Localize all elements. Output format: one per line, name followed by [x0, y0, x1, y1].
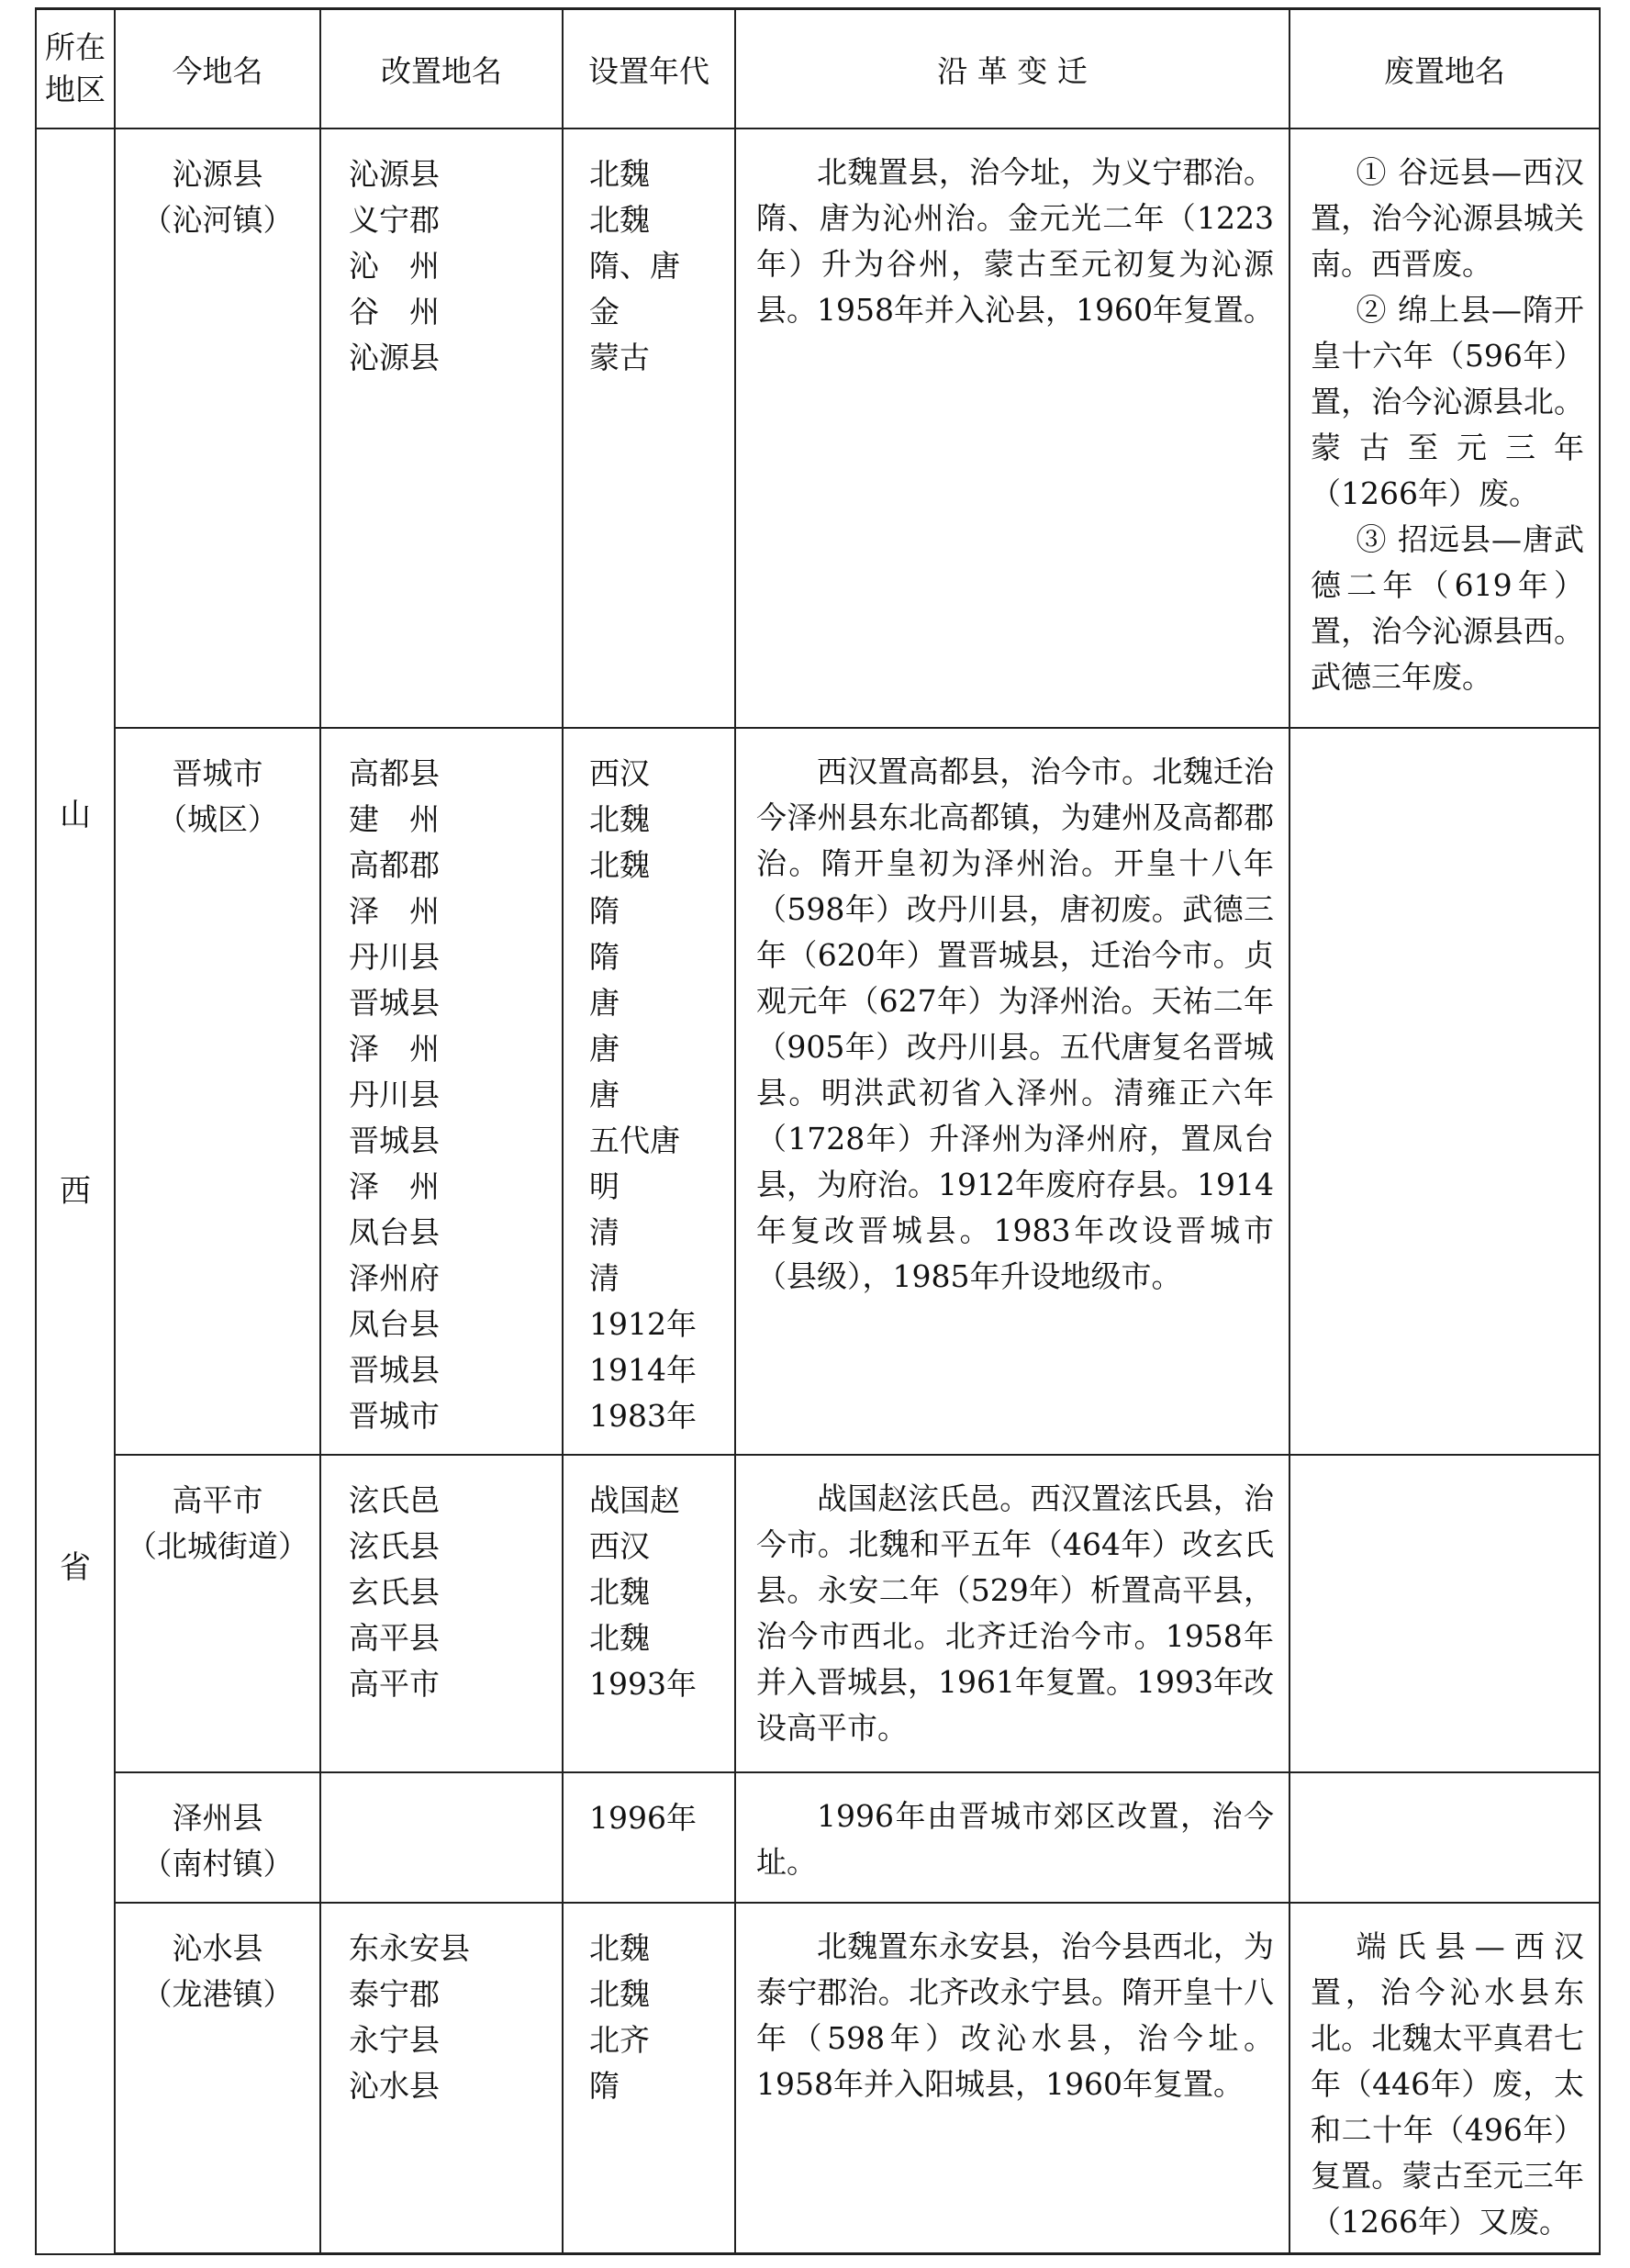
- era-item: 北魏: [589, 202, 650, 238]
- era-item: 西汉: [589, 1528, 650, 1564]
- place-name-table: [35, 7, 1601, 2255]
- renamed-item: 高都郡: [349, 847, 440, 883]
- modern-name: 晋城市: [172, 755, 263, 791]
- renamed-item: 晋城县: [349, 985, 440, 1021]
- header-region-line1: 所在: [45, 29, 106, 65]
- era-item: 北齐: [589, 2022, 650, 2058]
- abolished-cell: [1289, 128, 1600, 728]
- renamed-item: 沁源县: [349, 340, 440, 375]
- header-renamed: 改置地名: [320, 9, 563, 129]
- era-item: 北魏: [589, 801, 650, 837]
- renamed-item: 晋城县: [349, 1352, 440, 1388]
- era-item: 明: [589, 1168, 620, 1204]
- renamed-item: 泫氏县: [349, 1528, 440, 1564]
- modern-name: 高平市: [172, 1482, 263, 1518]
- renamed-item: 沁 州: [349, 248, 440, 284]
- renamed-cell: [320, 128, 563, 728]
- renamed-item: 泫氏邑: [349, 1482, 440, 1518]
- modern-seat: （北城街道）: [127, 1528, 308, 1564]
- era-cell: [563, 128, 735, 728]
- renamed-item: 泰宁郡: [349, 1976, 440, 2012]
- abolished-entry: ① 谷远县—西汉置，治今沁源县城关南。西晋废。: [1311, 154, 1584, 282]
- modern-seat: （龙港镇）: [141, 1976, 294, 2012]
- history-cell: 北魏置东永安县，治今县西北，为泰宁郡治。北齐改永宁县。隋开皇十八年（598年）改沁水县，治今址。1958年并入阳城县，1960年复置。: [735, 1903, 1289, 2254]
- renamed-item: 泽 州: [349, 1031, 440, 1067]
- region-char: 省: [60, 1548, 91, 1586]
- renamed-item: 泽州府: [349, 1260, 440, 1296]
- era-cell: [563, 1903, 735, 2254]
- era-item: 1912年: [589, 1306, 697, 1342]
- table-row: [36, 1455, 1600, 1772]
- renamed-item: 晋城市: [349, 1398, 440, 1434]
- era-item: 唐: [589, 1077, 620, 1112]
- era-item: 隋、唐: [589, 248, 680, 284]
- renamed-item: 凤台县: [349, 1306, 440, 1342]
- region-char: 山: [60, 796, 91, 833]
- era-item: 隋: [589, 939, 620, 975]
- era-item: 北魏: [589, 1976, 650, 2012]
- renamed-item: 凤台县: [349, 1214, 440, 1250]
- header-abolished: 废置地名: [1289, 9, 1600, 129]
- modern-name-cell: [115, 1772, 320, 1903]
- renamed-cell: [320, 1772, 563, 1903]
- renamed-item: 丹川县: [349, 939, 440, 975]
- era-item: 北魏: [589, 1574, 650, 1610]
- history-cell: 西汉置高都县，治今市。北魏迁治今泽州县东北高都镇，为建州及高都郡治。隋开皇初为泽州治。开皇十八年（598年）改丹川县，唐初废。武德三年（620年）置晋城县，迁治今市。贞观元年（627年）为泽州治。天祐二年（905年）改丹川县。五代唐复名晋城县。明洪武初省入泽州。清雍正六年（1728年）升泽州为泽州府，置凤台县，为府治。1912年废府存县。1914年复改晋城县。1983年改设晋城市（县级），1985年升设地级市。: [735, 728, 1289, 1455]
- renamed-item: 晋城县: [349, 1123, 440, 1158]
- renamed-item: 义宁郡: [349, 202, 440, 238]
- renamed-item: 建 州: [349, 801, 440, 837]
- era-item: 1914年: [589, 1352, 697, 1388]
- modern-name-cell: [115, 1455, 320, 1772]
- region-cell: [36, 128, 115, 2254]
- header-row: [36, 9, 1600, 129]
- era-item: 北魏: [589, 847, 650, 883]
- era-item: 金: [589, 294, 620, 330]
- era-item: 唐: [589, 985, 620, 1021]
- renamed-item: 永宁县: [349, 2022, 440, 2058]
- renamed-item: 谷 州: [349, 294, 440, 330]
- abolished-entry: ② 绵上县—隋开皇十六年（596年）置，治今沁源县北。蒙古至元三年（1266年）废。: [1311, 292, 1584, 511]
- header-modern-name: 今地名: [115, 9, 320, 129]
- renamed-cell: [320, 1903, 563, 2254]
- era-item: 1996年: [589, 1800, 697, 1836]
- renamed-item: 高平市: [349, 1666, 440, 1702]
- history-cell: 1996年由晋城市郊区改置，治今址。: [735, 1772, 1289, 1903]
- table-row: [36, 728, 1600, 1455]
- header-era: 设置年代: [563, 9, 735, 129]
- era-item: 1983年: [589, 1398, 697, 1434]
- era-item: 清: [589, 1214, 620, 1250]
- abolished-entry: ③ 招远县—唐武德二年（619年）置，治今沁源县西。武德三年废。: [1311, 521, 1584, 695]
- era-item: 战国赵: [589, 1482, 680, 1518]
- era-item: 北魏: [589, 1930, 650, 1966]
- modern-name-cell: [115, 1903, 320, 2254]
- era-cell: [563, 1772, 735, 1903]
- abolished-cell: [1289, 1903, 1600, 2254]
- renamed-cell: [320, 1455, 563, 1772]
- era-item: 隋: [589, 2068, 620, 2104]
- abolished-cell: [1289, 1772, 1600, 1903]
- header-history: 沿 革 变 迁: [735, 9, 1289, 129]
- renamed-item: 泽 州: [349, 893, 440, 929]
- era-item: 清: [589, 1260, 620, 1296]
- modern-name-cell: [115, 128, 320, 728]
- modern-seat: （南村镇）: [141, 1846, 294, 1882]
- modern-name: 沁源县: [172, 156, 263, 192]
- abolished-cell: [1289, 728, 1600, 1455]
- renamed-item: 丹川县: [349, 1077, 440, 1112]
- era-item: 唐: [589, 1031, 620, 1067]
- modern-seat: （城区）: [157, 801, 278, 837]
- region-char: 西: [60, 1172, 91, 1210]
- era-item: 蒙古: [589, 340, 650, 375]
- renamed-item: 东永安县: [349, 1930, 470, 1966]
- modern-name: 沁水县: [172, 1930, 263, 1966]
- renamed-item: 沁源县: [349, 156, 440, 192]
- era-cell: [563, 728, 735, 1455]
- renamed-item: 玄氏县: [349, 1574, 440, 1610]
- renamed-item: 高都县: [349, 755, 440, 791]
- modern-name: 泽州县: [172, 1800, 263, 1836]
- era-item: 北魏: [589, 1620, 650, 1656]
- era-cell: [563, 1455, 735, 1772]
- renamed-item: 沁水县: [349, 2068, 440, 2104]
- header-region-line2: 地区: [45, 72, 106, 107]
- abolished-cell: [1289, 1455, 1600, 1772]
- modern-name-cell: [115, 728, 320, 1455]
- modern-seat: （沁河镇）: [141, 202, 294, 238]
- era-item: 五代唐: [589, 1123, 680, 1158]
- table-row: [36, 1903, 1600, 2254]
- era-item: 北魏: [589, 156, 650, 192]
- era-item: 1993年: [589, 1666, 697, 1702]
- table-row: [36, 128, 1600, 728]
- table-row: [36, 1772, 1600, 1903]
- history-cell: 战国赵泫氏邑。西汉置泫氏县，治今市。北魏和平五年（464年）改玄氏县。永安二年（529年）析置高平县，治今市西北。北齐迁治今市。1958年并入晋城县，1961年复置。1993年改设高平市。: [735, 1455, 1289, 1772]
- history-cell: 北魏置县，治今址，为义宁郡治。隋、唐为沁州治。金元光二年（1223年）升为谷州，蒙古至元初复为沁源县。1958年并入沁县，1960年复置。: [735, 128, 1289, 728]
- era-item: 隋: [589, 893, 620, 929]
- gazetteer-table-page: [35, 7, 1599, 2255]
- abolished-entry: 端氏县—西汉置，治今沁水县东北。北魏太平真君七年（446年）废，太和二十年（496年）复置。蒙古至元三年（1266年）又废。: [1311, 1928, 1584, 2240]
- renamed-item: 泽 州: [349, 1168, 440, 1204]
- renamed-item: 高平县: [349, 1620, 440, 1656]
- renamed-cell: [320, 728, 563, 1455]
- era-item: 西汉: [589, 755, 650, 791]
- header-region: [36, 9, 115, 129]
